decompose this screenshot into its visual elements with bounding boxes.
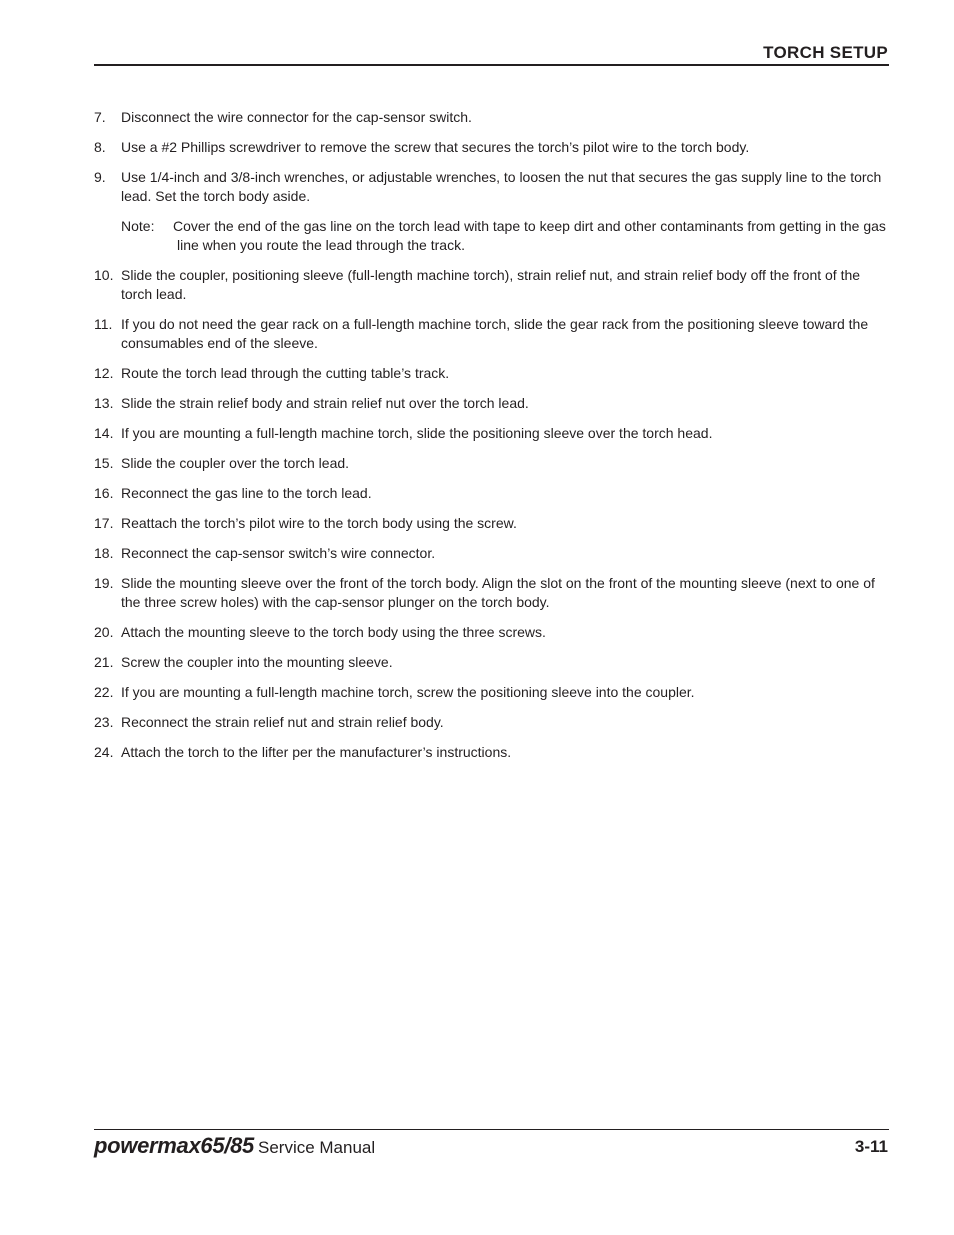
step-number: 22. xyxy=(94,684,114,700)
header-divider xyxy=(94,64,889,66)
step-item xyxy=(94,574,889,612)
step-text: Slide the mounting sleeve over the front of the torch body. Align the slot on the front of the mounting sleeve (next to one of the three screw holes) with the cap-sensor plunger on the torch body. xyxy=(121,575,875,610)
step-text: If you are mounting a full-length machine torch, screw the positioning sleeve into the coupler. xyxy=(121,684,695,700)
step-number: 15. xyxy=(94,455,114,471)
step-item xyxy=(94,454,889,473)
step-item xyxy=(94,484,889,503)
step-item xyxy=(94,544,889,563)
step-text: Reconnect the strain relief nut and strain relief body. xyxy=(121,714,444,730)
manual-title: Service Manual xyxy=(257,1138,376,1157)
note-label: Note: xyxy=(121,218,155,234)
page-number: 3-11 xyxy=(854,1137,888,1156)
step-item xyxy=(94,683,889,702)
step-item xyxy=(94,394,889,413)
footer-branding xyxy=(94,1134,375,1160)
step-item xyxy=(94,266,889,304)
product-logo: powermax65/85 xyxy=(94,1133,254,1158)
step-item xyxy=(94,315,889,353)
step-item xyxy=(94,168,889,206)
step-number: 24. xyxy=(94,744,114,760)
step-number: 11. xyxy=(94,316,113,332)
step-number: 13. xyxy=(94,395,114,411)
step-number: 16. xyxy=(94,485,114,501)
note-text: Cover the end of the gas line on the torch lead with tape to keep dirt and other contaminants from getting in the gas line when you route the lead through the track. xyxy=(173,218,886,253)
step-number: 20. xyxy=(94,624,114,640)
note-block xyxy=(94,217,889,255)
step-number: 12. xyxy=(94,365,114,381)
footer-divider xyxy=(94,1129,889,1130)
step-number: 23. xyxy=(94,714,114,730)
step-number: 10. xyxy=(94,267,114,283)
step-item xyxy=(94,653,889,672)
step-number: 17. xyxy=(94,515,114,531)
step-number: 19. xyxy=(94,575,114,591)
step-item xyxy=(94,364,889,383)
step-text: Attach the mounting sleeve to the torch body using the three screws. xyxy=(121,624,546,640)
step-text: Disconnect the wire connector for the cap-sensor switch. xyxy=(121,109,472,125)
step-number: 7. xyxy=(94,109,106,125)
step-text: Reattach the torch’s pilot wire to the torch body using the screw. xyxy=(121,515,517,531)
step-text: Slide the coupler over the torch lead. xyxy=(121,455,350,471)
step-number: 9. xyxy=(94,169,106,185)
step-item xyxy=(94,424,889,443)
step-item xyxy=(94,743,889,762)
step-number: 14. xyxy=(94,425,114,441)
step-text: If you are mounting a full-length machine torch, slide the positioning sleeve over the torch head. xyxy=(121,425,713,441)
step-item xyxy=(94,138,889,157)
step-text: Reconnect the cap-sensor switch’s wire connector. xyxy=(121,545,436,561)
step-text: Use a #2 Phillips screwdriver to remove the screw that secures the torch’s pilot wire to the torch body. xyxy=(121,139,750,155)
step-text: If you do not need the gear rack on a full-length machine torch, slide the gear rack from the positioning sleeve toward the consumables end of the sleeve. xyxy=(121,316,869,351)
step-item xyxy=(94,713,889,732)
step-text: Slide the strain relief body and strain relief nut over the torch lead. xyxy=(121,395,529,411)
step-number: 21. xyxy=(94,654,114,670)
step-text: Slide the coupler, positioning sleeve (full-length machine torch), strain relief nut, and strain relief body off the front of the torch lead. xyxy=(121,267,861,302)
section-title: TORCH SETUP xyxy=(763,43,888,62)
step-item xyxy=(94,108,889,127)
step-text: Use 1/4-inch and 3/8-inch wrenches, or adjustable wrenches, to loosen the nut that secures the gas supply line to the torch lead. Set the torch body aside. xyxy=(121,169,882,204)
step-text: Reconnect the gas line to the torch lead. xyxy=(121,485,372,501)
step-text: Route the torch lead through the cutting table’s track. xyxy=(121,365,450,381)
step-text: Attach the torch to the lifter per the manufacturer’s instructions. xyxy=(121,744,512,760)
procedure-steps xyxy=(94,108,889,773)
step-number: 8. xyxy=(94,139,106,155)
step-number: 18. xyxy=(94,545,114,561)
step-item xyxy=(94,514,889,533)
step-text: Screw the coupler into the mounting sleeve. xyxy=(121,654,393,670)
step-item xyxy=(94,623,889,642)
